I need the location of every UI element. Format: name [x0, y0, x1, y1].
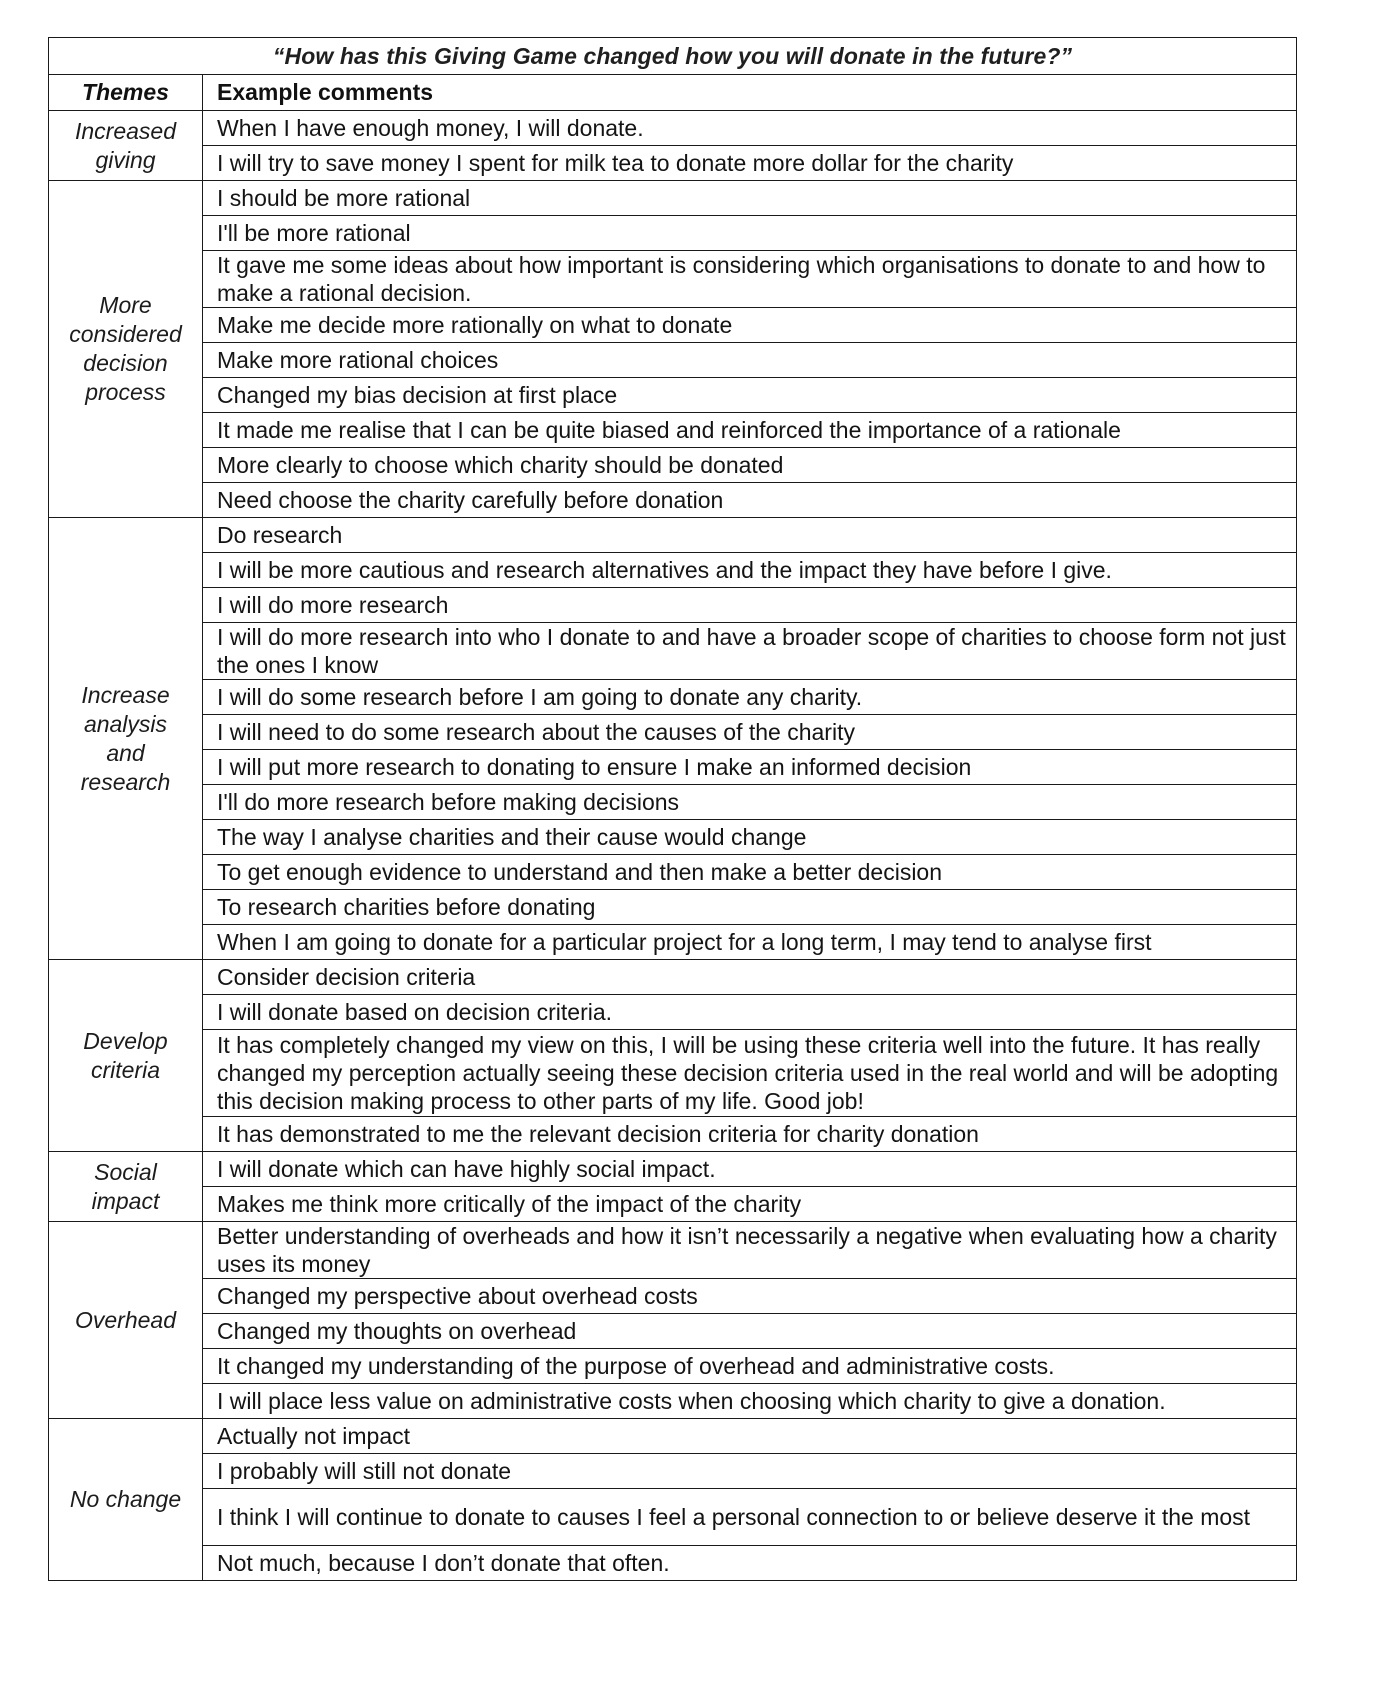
- comment-cell: Makes me think more critically of the impact of the charity: [203, 1187, 1297, 1222]
- theme-cell: [49, 518, 203, 960]
- theme-cell: No change: [49, 1419, 203, 1581]
- comment-cell: I will be more cautious and research alternatives and the impact they have before I give.: [203, 553, 1297, 588]
- table-row: [49, 553, 1297, 588]
- theme-label-line: analysis: [83, 710, 168, 737]
- table-row: [49, 1117, 1297, 1152]
- table-row: [49, 181, 1297, 216]
- comment-cell: Not much, because I don’t donate that often.: [203, 1546, 1297, 1581]
- themes-column-header: Themes: [49, 75, 203, 111]
- theme-label-line: More: [99, 292, 152, 318]
- table-row: [49, 925, 1297, 960]
- theme-label-line: Increased: [74, 117, 176, 144]
- table-row: [49, 1314, 1297, 1349]
- table-row: [49, 1222, 1297, 1279]
- table-row: [49, 1349, 1297, 1384]
- table-row: [49, 1152, 1297, 1187]
- theme-label-line: process: [85, 379, 166, 405]
- theme-label-line: criteria: [90, 1056, 160, 1083]
- comment-cell: Consider decision criteria: [203, 960, 1297, 995]
- table-title-row: [49, 38, 1297, 75]
- table-row: [49, 1384, 1297, 1419]
- table-row: [49, 378, 1297, 413]
- comment-cell: Make more rational choices: [203, 343, 1297, 378]
- table-row: [49, 413, 1297, 448]
- table-row: [49, 308, 1297, 343]
- table-row: [49, 680, 1297, 715]
- table-row: [49, 1454, 1297, 1489]
- table-row: [49, 1030, 1297, 1117]
- themes-table: [48, 37, 1297, 1581]
- theme-label-line: Develop: [83, 1027, 168, 1054]
- table-row: [49, 890, 1297, 925]
- table-row: [49, 216, 1297, 251]
- table-row: [49, 518, 1297, 553]
- theme-label-line: Increase: [81, 681, 170, 708]
- comment-cell: It has demonstrated to me the relevant decision criteria for charity donation: [203, 1117, 1297, 1152]
- table-row: [49, 111, 1297, 146]
- comment-cell: It gave me some ideas about how important is considering which organisations to donate to and how to make a rational decision.: [203, 251, 1297, 308]
- table-title: “How has this Giving Game changed how you will donate in the future?”: [49, 38, 1297, 75]
- comment-cell: Make me decide more rationally on what to donate: [203, 308, 1297, 343]
- theme-label-line: research: [80, 768, 171, 795]
- comment-cell: I will place less value on administrative costs when choosing which charity to give a donation.: [203, 1384, 1297, 1419]
- theme-label-line: giving: [95, 146, 156, 173]
- comment-cell: I should be more rational: [203, 181, 1297, 216]
- comment-cell: I will try to save money I spent for milk tea to donate more dollar for the charity: [203, 146, 1297, 181]
- comment-cell: I will donate which can have highly social impact.: [203, 1152, 1297, 1187]
- theme-label-line: considered: [69, 321, 182, 347]
- table-row: [49, 1419, 1297, 1454]
- theme-cell: [49, 111, 203, 181]
- theme-label-line: and: [106, 739, 145, 766]
- comment-cell: The way I analyse charities and their cause would change: [203, 820, 1297, 855]
- comment-cell: I will do more research: [203, 588, 1297, 623]
- comment-cell: It made me realise that I can be quite biased and reinforced the importance of a rationale: [203, 413, 1297, 448]
- comment-cell: I will donate based on decision criteria.: [203, 995, 1297, 1030]
- table-row: [49, 995, 1297, 1030]
- comment-cell: It has completely changed my view on this, I will be using these criteria well into the future. It has really changed my perception actually seeing these decision criteria used in the real world and will be adopting this decision making process to other parts of my life. Good job!: [203, 1030, 1297, 1117]
- theme-cell: [49, 181, 203, 518]
- comment-cell: I'll do more research before making decisions: [203, 785, 1297, 820]
- theme-label-line: decision: [83, 350, 168, 376]
- comment-cell: It changed my understanding of the purpose of overhead and administrative costs.: [203, 1349, 1297, 1384]
- table-row: [49, 785, 1297, 820]
- table-row: [49, 960, 1297, 995]
- theme-cell: [49, 1152, 203, 1222]
- comment-cell: I will do some research before I am going to donate any charity.: [203, 680, 1297, 715]
- comment-cell: When I have enough money, I will donate.: [203, 111, 1297, 146]
- theme-cell: Overhead: [49, 1222, 203, 1419]
- table-row: [49, 146, 1297, 181]
- comment-cell: To get enough evidence to understand and then make a better decision: [203, 855, 1297, 890]
- theme-label-line: impact: [91, 1187, 160, 1214]
- comment-cell: Do research: [203, 518, 1297, 553]
- comment-cell: I'll be more rational: [203, 216, 1297, 251]
- theme-label-line: Social: [94, 1158, 157, 1185]
- theme-cell: [49, 960, 203, 1152]
- comment-cell: I will do more research into who I donate to and have a broader scope of charities to choose form not just the ones I know: [203, 623, 1297, 680]
- comment-cell: Changed my bias decision at first place: [203, 378, 1297, 413]
- comment-cell: I think I will continue to donate to causes I feel a personal connection to or believe deserve it the most: [203, 1489, 1297, 1546]
- comment-cell: I probably will still not donate: [203, 1454, 1297, 1489]
- table-row: [49, 855, 1297, 890]
- table-row: [49, 1546, 1297, 1581]
- table-row: [49, 251, 1297, 308]
- comment-cell: To research charities before donating: [203, 890, 1297, 925]
- comment-cell: Need choose the charity carefully before donation: [203, 483, 1297, 518]
- comment-cell: More clearly to choose which charity should be donated: [203, 448, 1297, 483]
- comment-cell: When I am going to donate for a particular project for a long term, I may tend to analyse first: [203, 925, 1297, 960]
- comment-cell: I will put more research to donating to ensure I make an informed decision: [203, 750, 1297, 785]
- table-row: [49, 588, 1297, 623]
- table-row: [49, 750, 1297, 785]
- table-row: [49, 820, 1297, 855]
- comment-cell: Better understanding of overheads and how it isn’t necessarily a negative when evaluating how a charity uses its money: [203, 1222, 1297, 1279]
- comments-column-header: Example comments: [203, 75, 1297, 111]
- comment-cell: Actually not impact: [203, 1419, 1297, 1454]
- comment-cell: Changed my perspective about overhead costs: [203, 1279, 1297, 1314]
- table-row: [49, 1489, 1297, 1546]
- table-row: [49, 343, 1297, 378]
- table-row: [49, 715, 1297, 750]
- table-row: [49, 1187, 1297, 1222]
- table-header-row: [49, 75, 1297, 111]
- table-row: [49, 483, 1297, 518]
- table-row: [49, 623, 1297, 680]
- comment-cell: I will need to do some research about the causes of the charity: [203, 715, 1297, 750]
- comment-cell: Changed my thoughts on overhead: [203, 1314, 1297, 1349]
- table-row: [49, 448, 1297, 483]
- table-row: [49, 1279, 1297, 1314]
